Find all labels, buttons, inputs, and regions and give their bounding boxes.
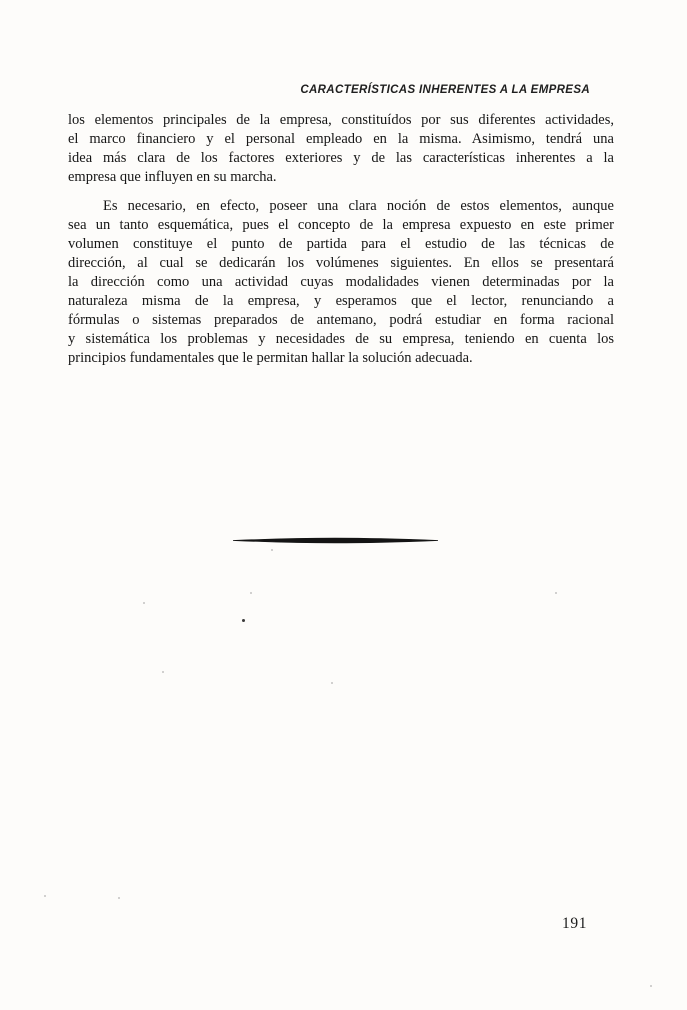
- text-line: naturaleza misma de la empresa, y esperamos que el lector, renunciando a: [68, 293, 614, 309]
- text-line: idea más clara de los factores exteriores y de las características inherentes a la: [68, 150, 614, 166]
- scan-speck: [555, 592, 557, 594]
- page-body: [68, 111, 614, 368]
- scan-speck: [650, 985, 652, 987]
- page-number: 191: [562, 915, 588, 932]
- text-line: empresa que influyen en su marcha.: [68, 169, 277, 185]
- text-line: principios fundamentales que le permitan hallar la solución adecuada.: [68, 350, 473, 366]
- scan-speck: [44, 895, 46, 897]
- scan-speck: [242, 619, 245, 622]
- text-line: el marco financiero y el personal empleado en la misma. Asimismo, tendrá una: [68, 131, 614, 147]
- scan-speck: [271, 549, 273, 551]
- paragraph-2: [68, 197, 614, 368]
- text-line: la dirección como una actividad cuyas modalidades vienen determinadas por la: [68, 274, 614, 290]
- swelled-rule-divider: [233, 536, 438, 545]
- scan-speck: [250, 592, 252, 594]
- text-line: fórmulas o sistemas preparados de antemano, podrá estudiar en forma racional: [68, 312, 614, 328]
- scan-speck: [331, 682, 333, 684]
- scan-speck: [143, 602, 145, 604]
- scan-speck: [162, 671, 164, 673]
- text-line: Es necesario, en efecto, poseer una clara noción de estos elementos, aunque: [103, 198, 614, 214]
- running-header: CARACTERÍSTICAS INHERENTES A LA EMPRESA: [300, 84, 590, 96]
- paragraph-1: [68, 111, 614, 187]
- text-line: y sistemática los problemas y necesidades de su empresa, teniendo en cuenta los: [68, 331, 614, 347]
- text-line: sea un tanto esquemática, pues el concepto de la empresa expuesto en este primer: [68, 217, 614, 233]
- text-line: volumen constituye el punto de partida para el estudio de las técnicas de: [68, 236, 614, 252]
- text-line: dirección, al cual se dedicarán los volúmenes siguientes. En ellos se presentará: [68, 255, 614, 271]
- text-line: los elementos principales de la empresa, constituídos por sus diferentes actividades,: [68, 112, 614, 128]
- scan-speck: [118, 897, 120, 899]
